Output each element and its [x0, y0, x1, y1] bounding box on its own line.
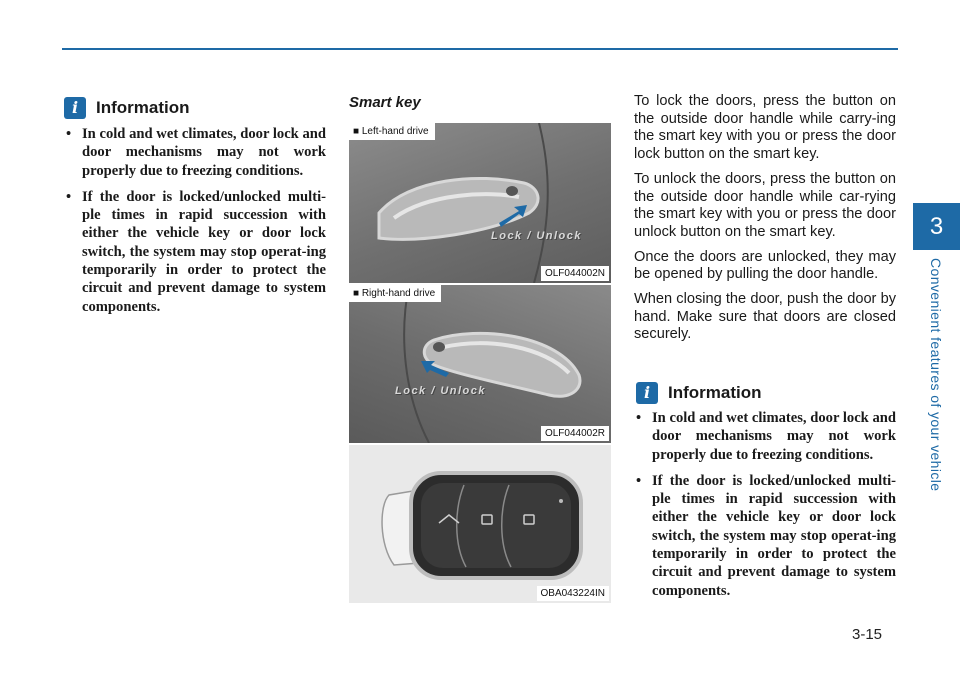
lock-unlock-caption: Lock / Unlock	[395, 385, 487, 397]
header-rule	[62, 48, 898, 50]
figure-smart-key	[349, 445, 611, 603]
right-information-list	[634, 409, 896, 608]
left-information-heading	[64, 97, 190, 119]
list-item: • In cold and wet climates, door lock and door mechanisms may not work properly due to freezing conditions.	[634, 409, 896, 464]
information-icon: i	[636, 382, 658, 404]
paragraph: To unlock the doors, press the button on the outside door handle while car-rying the smart key with you or press the door unlock button on the smart key.	[634, 170, 896, 240]
figure-label: ■ Right-hand drive	[349, 285, 441, 302]
section-title: Smart key	[349, 94, 421, 111]
figure-label: ■ Left-hand drive	[349, 123, 435, 140]
figure-code: OBA043224IN	[537, 586, 610, 601]
information-title: Information	[96, 98, 190, 117]
paragraph: Once the doors are unlocked, they may be opened by pulling the door handle.	[634, 248, 896, 283]
figure-right-hand-drive	[349, 285, 611, 443]
chapter-title: Convenient features of your vehicle	[928, 258, 944, 492]
door-handle-illustration	[349, 285, 611, 443]
lock-unlock-caption: Lock / Unlock	[491, 230, 583, 242]
list-item: • In cold and wet climates, door lock and door mechanisms may not work properly due to freezing conditions.	[64, 125, 326, 180]
smart-key-illustration	[349, 445, 611, 603]
paragraph: When closing the door, push the door by hand. Make sure that doors are closed securely.	[634, 291, 896, 343]
information-title: Information	[668, 383, 762, 402]
chapter-tab: 3	[913, 203, 960, 250]
paragraph: To lock the doors, press the button on the outside door handle while carry-ing the smart key with you or press the door lock button on the smart key.	[634, 93, 896, 163]
page-number: 3-15	[852, 626, 883, 643]
information-icon: i	[64, 97, 86, 119]
list-item: • If the door is locked/unlocked multi-ple times in rapid succession with either the vehicle key or door lock switch, the system may stop operat-ing temporarily in order to protect the circuit and prevent damage to system components.	[64, 188, 326, 316]
figure-left-hand-drive	[349, 123, 611, 283]
smart-key-instructions	[634, 93, 896, 351]
right-information-heading	[636, 382, 762, 404]
figure-code: OLF044002R	[541, 426, 609, 441]
list-item: • If the door is locked/unlocked multi-ple times in rapid succession with either the vehicle key or door lock switch, the system may stop operat-ing temporarily in order to protect the circuit and prevent damage to system components.	[634, 472, 896, 600]
left-information-list	[64, 125, 326, 324]
figure-code: OLF044002N	[541, 266, 609, 281]
door-handle-illustration	[349, 123, 611, 283]
